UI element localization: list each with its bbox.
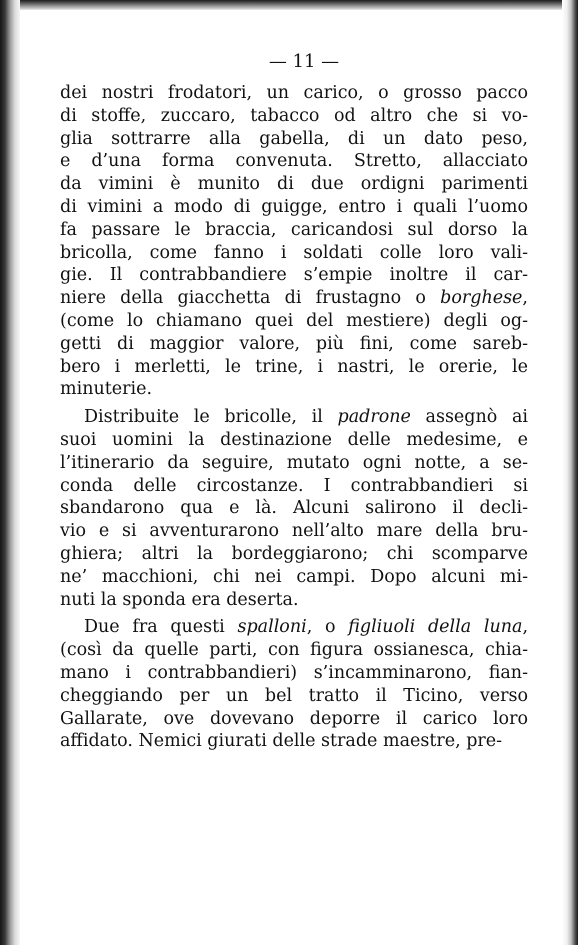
text-run: nuti la sponda era deserta. [60, 589, 299, 610]
italic-text: padrone [337, 407, 411, 428]
text-run: affidato. Nemici giurati delle strade maestre, pre- [60, 731, 503, 752]
text-line [60, 219, 528, 242]
text-line [60, 196, 528, 219]
page-right-edge [562, 0, 578, 945]
text-line [60, 497, 528, 520]
text-line [60, 242, 528, 265]
text-line [60, 452, 528, 475]
text-line [60, 662, 528, 685]
text-run: , [522, 617, 529, 638]
text-line [60, 475, 528, 498]
text-run: minuterie. [60, 379, 153, 400]
text-run: ghiera; altri la bordeggiarono; chi scomparve [60, 543, 528, 564]
text-run: Gallarate, ove dovevano deporre il carico loro [60, 708, 528, 729]
text-line [60, 378, 528, 401]
text-line [60, 406, 528, 429]
text-run: , o [306, 617, 349, 638]
text-run: assegnò ai [410, 407, 528, 428]
page-number: — 11 — [268, 51, 340, 72]
text-line [60, 287, 528, 310]
page-binding-shadow [0, 0, 20, 945]
italic-text: figliuoli della luna [348, 617, 523, 638]
page-text-block [60, 50, 528, 753]
text-run: cheggiando per un bel tratto il Ticino, verso [60, 685, 528, 706]
text-run: suoi uomini la destinazione delle medesime, e [60, 429, 528, 450]
text-run: conda delle circostanze. I contrabbandieri si [60, 475, 528, 496]
text-run: ne’ macchioni, chi nei campi. Dopo alcuni mi- [60, 566, 528, 587]
italic-text: borghese [440, 288, 523, 309]
page-top-shadow [0, 0, 578, 10]
text-line [60, 639, 528, 662]
text-run: dei nostri frodatori, un carico, o grosso pacco [60, 83, 528, 103]
text-line [60, 128, 528, 151]
text-line [60, 310, 528, 333]
text-line [60, 589, 528, 612]
text-line [60, 429, 528, 452]
text-run: di stoffe, zuccaro, tabacco od altro che si vo- [60, 105, 528, 126]
paragraph [60, 616, 528, 753]
text-line [60, 356, 528, 379]
text-line [60, 730, 528, 753]
text-run: l’itinerario da seguire, mutato ogni notte, a se- [60, 452, 528, 473]
text-line [60, 520, 528, 543]
body-text [60, 82, 528, 753]
text-line [60, 105, 528, 128]
text-line [60, 685, 528, 708]
text-run: glia sottrarre alla gabella, di un dato peso, [60, 128, 528, 149]
text-run: e d’una forma convenuta. Stretto, allacciato [60, 151, 528, 172]
text-run: sbandarono qua e là. Alcuni salirono il decli- [60, 498, 528, 519]
text-line [60, 566, 528, 589]
text-run: gie. Il contrabbandiere s’empie inoltre il car- [60, 265, 528, 286]
text-run: Distribuite le bricolle, il [84, 407, 338, 428]
text-run: di vimini a modo di guigge, entro i quali l’uomo [60, 196, 528, 217]
text-run: , [522, 288, 528, 309]
text-run: (come lo chiamano quei del mestiere) degli og- [60, 310, 528, 331]
paragraph [60, 406, 528, 611]
text-line [60, 150, 528, 173]
text-line [60, 333, 528, 356]
text-run: getti di maggior valore, più fini, come sareb- [60, 333, 528, 354]
text-line [60, 616, 528, 639]
text-line [60, 173, 528, 196]
text-run: da vimini è munito di due ordigni parimenti [60, 174, 528, 195]
paragraph [60, 82, 528, 401]
text-run: fa passare le braccia, caricandosi sul dorso la [60, 219, 528, 240]
text-run: Due fra questi [84, 617, 238, 638]
text-line [60, 264, 528, 287]
text-run: vio e si avventurarono nell’alto mare della bru- [60, 521, 528, 542]
text-run: bero i merletti, le trine, i nastri, le orerie, le [60, 356, 528, 377]
text-line [60, 82, 528, 105]
text-run: bricolla, come fanno i soldati colle loro vali- [60, 242, 528, 263]
text-run: mano i contrabbandieri) s’incamminarono, fian- [60, 662, 528, 683]
text-line [60, 708, 528, 731]
text-run: niere della giacchetta di frustagno o [60, 288, 441, 309]
text-run: (così da quelle parti, con figura ossianesca, chia- [60, 640, 528, 661]
text-line [60, 543, 528, 566]
italic-text: spalloni [237, 617, 307, 638]
